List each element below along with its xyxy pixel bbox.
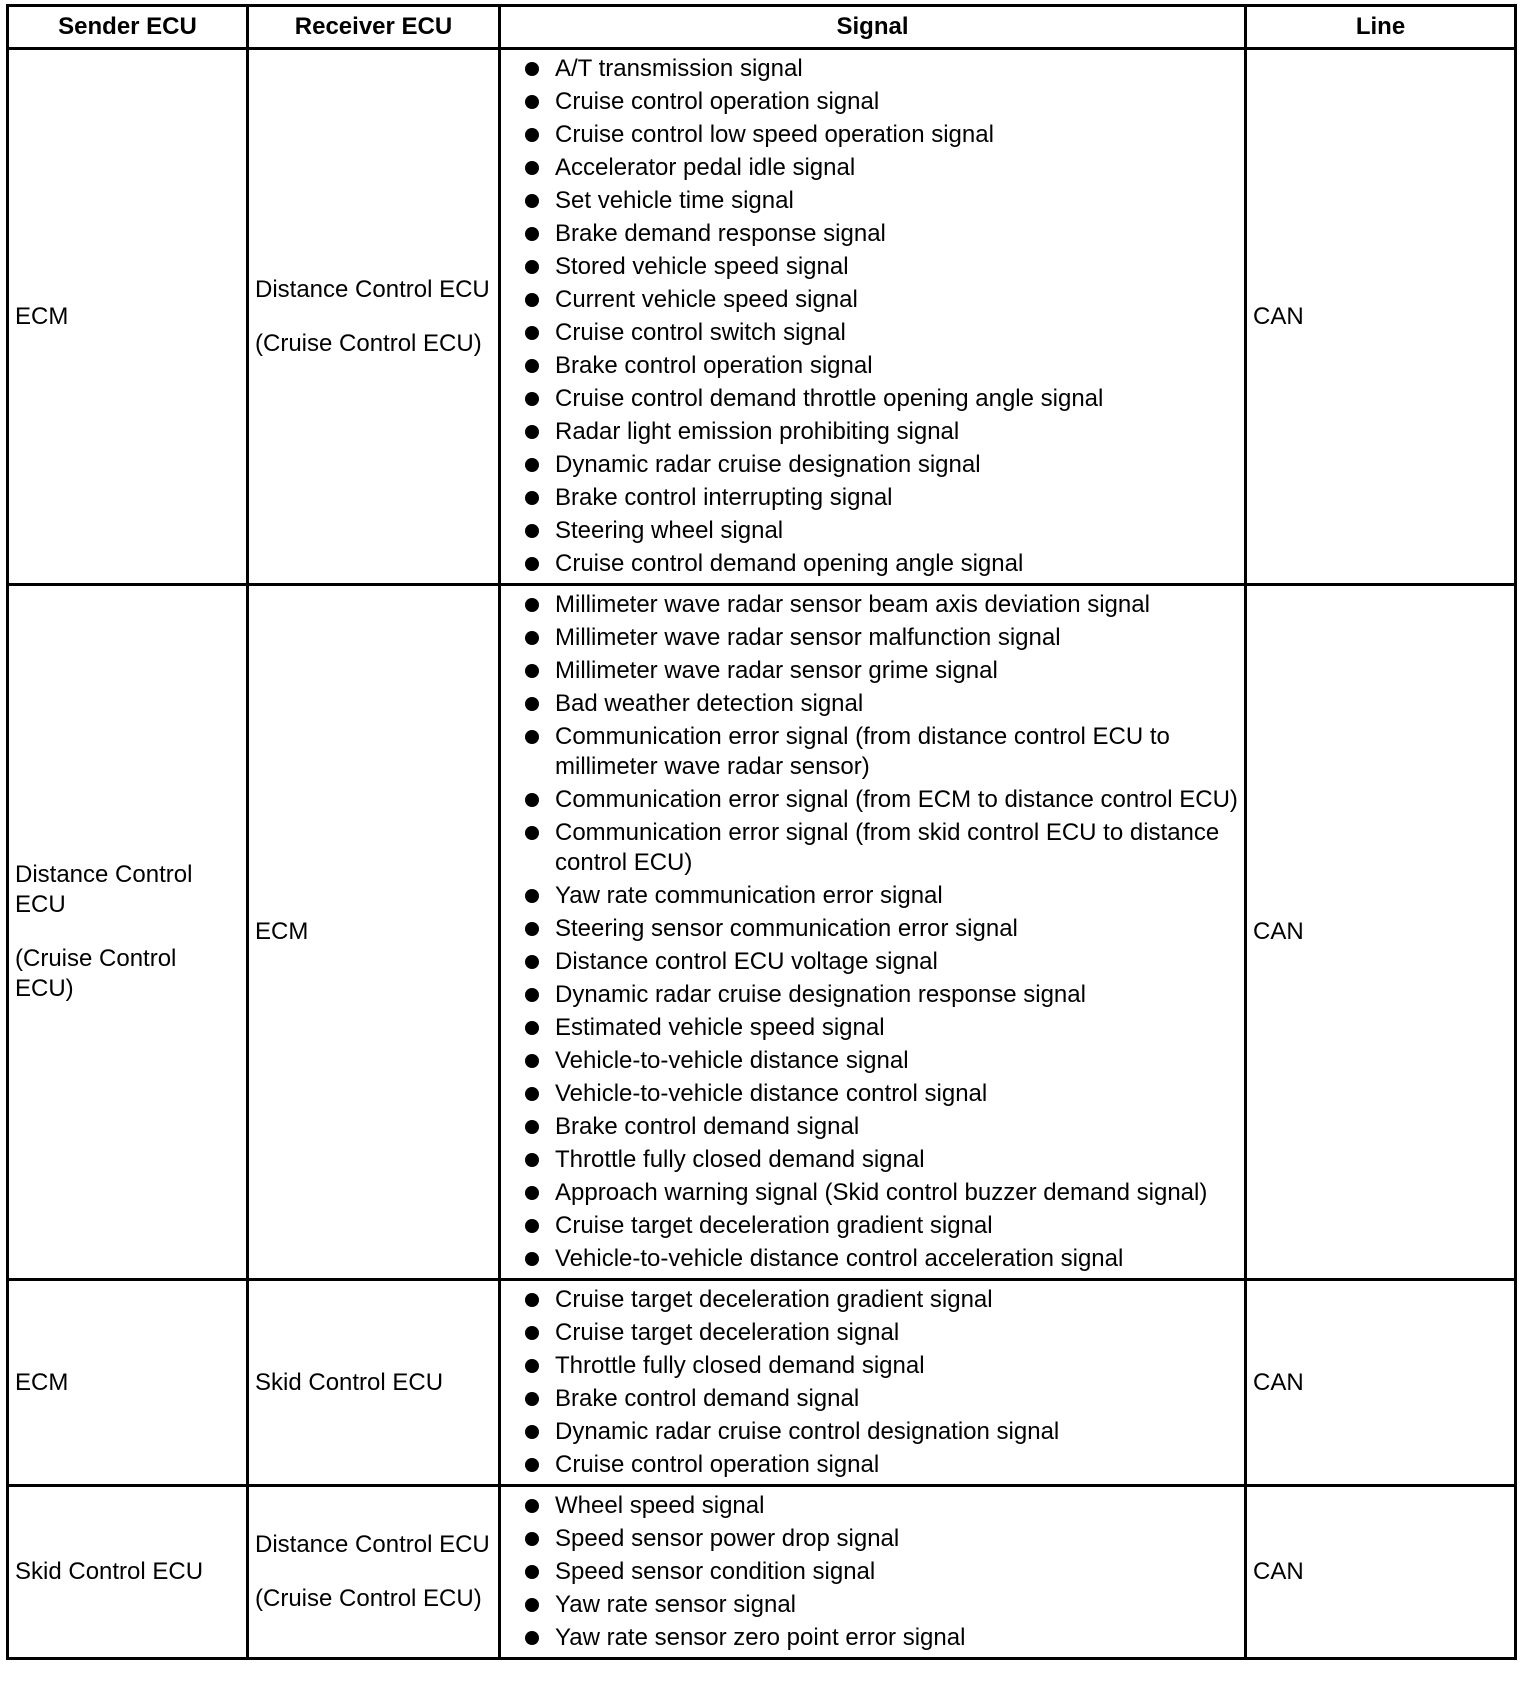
bullet-icon — [525, 826, 539, 840]
signal-item — [525, 1623, 1238, 1653]
signal-item — [525, 384, 1238, 414]
bullet-icon — [525, 1326, 539, 1340]
signal-item — [525, 914, 1238, 944]
signal-text: Communication error signal (from skid control ECU to distance control ECU) — [555, 819, 1220, 876]
bullet-icon — [525, 988, 539, 1002]
bullet-icon — [525, 1499, 539, 1513]
bullet-icon — [525, 1021, 539, 1035]
sender-cell — [8, 1486, 248, 1659]
signal-text: Vehicle-to-vehicle distance signal — [555, 1047, 909, 1074]
bullet-icon — [525, 425, 539, 439]
signal-item — [525, 1178, 1238, 1208]
signal-item — [525, 980, 1238, 1010]
header-sender-ecu: Sender ECU — [8, 6, 248, 49]
ecu-signal-table — [6, 4, 1517, 1660]
signal-item — [525, 120, 1238, 150]
signal-item — [525, 590, 1238, 620]
signal-item — [525, 1318, 1238, 1348]
signal-text: Steering sensor communication error signal — [555, 915, 1018, 942]
signal-text: Radar light emission prohibiting signal — [555, 418, 960, 445]
bullet-icon — [525, 557, 539, 571]
signal-cell — [500, 1486, 1246, 1659]
signal-item — [525, 351, 1238, 381]
line-value: CAN — [1253, 1558, 1304, 1585]
bullet-icon — [525, 392, 539, 406]
signal-item — [525, 219, 1238, 249]
signal-item — [525, 1211, 1238, 1241]
signal-item — [525, 483, 1238, 513]
signal-text: Vehicle-to-vehicle distance control acceleration signal — [555, 1245, 1124, 1272]
bullet-icon — [525, 293, 539, 307]
signal-item — [525, 516, 1238, 546]
signal-text: Yaw rate sensor signal — [555, 1591, 797, 1618]
line-cell — [1246, 585, 1516, 1280]
signal-text: Brake control interrupting signal — [555, 484, 893, 511]
signal-text: Estimated vehicle speed signal — [555, 1014, 885, 1041]
signal-text: Communication error signal (from distance control ECU to millimeter wave radar sensor) — [555, 723, 1170, 780]
signal-item — [525, 252, 1238, 282]
sender-name: Skid Control ECU — [15, 1558, 204, 1585]
bullet-icon — [525, 1153, 539, 1167]
line-cell — [1246, 49, 1516, 585]
receiver-cell — [248, 585, 500, 1280]
signal-text: Dynamic radar cruise designation response signal — [555, 981, 1086, 1008]
signal-text: Cruise control demand throttle opening angle signal — [555, 385, 1104, 412]
signal-item — [525, 1417, 1238, 1447]
signal-item — [525, 1491, 1238, 1521]
signal-item — [525, 1351, 1238, 1381]
header-receiver-ecu: Receiver ECU — [248, 6, 500, 49]
signal-text: Yaw rate communication error signal — [555, 882, 943, 909]
bullet-icon — [525, 194, 539, 208]
bullet-icon — [525, 1054, 539, 1068]
signal-text: Brake demand response signal — [555, 220, 886, 247]
signal-item — [525, 818, 1238, 878]
bullet-icon — [525, 1631, 539, 1645]
signal-text: Approach warning signal (Skid control buzzer demand signal) — [555, 1179, 1208, 1206]
signal-text: Stored vehicle speed signal — [555, 253, 849, 280]
signal-item — [525, 1557, 1238, 1587]
bullet-icon — [525, 1532, 539, 1546]
receiver-note: (Cruise Control ECU) — [255, 329, 482, 357]
bullet-icon — [525, 95, 539, 109]
line-value: CAN — [1253, 302, 1304, 330]
signal-text: Cruise control low speed operation signal — [555, 121, 994, 148]
bullet-icon — [525, 524, 539, 538]
signal-item — [525, 417, 1238, 447]
signal-text: Dynamic radar cruise designation signal — [555, 451, 981, 478]
bullet-icon — [525, 62, 539, 76]
signal-item — [525, 881, 1238, 911]
signal-cell — [500, 1280, 1246, 1486]
sender-name: ECM — [15, 302, 69, 330]
signal-text: Cruise control operation signal — [555, 88, 880, 115]
signal-item — [525, 1112, 1238, 1142]
receiver-cell — [248, 1280, 500, 1486]
signal-item — [525, 87, 1238, 117]
signal-item — [525, 1450, 1238, 1480]
signal-text: Dynamic radar cruise control designation signal — [555, 1418, 1060, 1445]
bullet-icon — [525, 955, 539, 969]
bullet-icon — [525, 1186, 539, 1200]
signal-item — [525, 1524, 1238, 1554]
signal-item — [525, 54, 1238, 84]
bullet-icon — [525, 631, 539, 645]
bullet-icon — [525, 730, 539, 744]
bullet-icon — [525, 1392, 539, 1406]
signal-item — [525, 1046, 1238, 1076]
bullet-icon — [525, 359, 539, 373]
bullet-icon — [525, 697, 539, 711]
bullet-icon — [525, 1458, 539, 1472]
signal-item — [525, 285, 1238, 315]
signal-text: Millimeter wave radar sensor beam axis deviation signal — [555, 591, 1150, 618]
bullet-icon — [525, 1087, 539, 1101]
signal-item — [525, 1285, 1238, 1315]
signal-item — [525, 1013, 1238, 1043]
sender-cell — [8, 49, 248, 585]
signal-text: Yaw rate sensor zero point error signal — [555, 1624, 966, 1651]
bullet-icon — [525, 598, 539, 612]
signal-item — [525, 450, 1238, 480]
signal-item — [525, 1145, 1238, 1175]
signal-cell — [500, 49, 1246, 585]
receiver-name: Skid Control ECU — [255, 1368, 444, 1396]
bullet-icon — [525, 1120, 539, 1134]
line-cell — [1246, 1280, 1516, 1486]
receiver-note: (Cruise Control ECU) — [255, 1585, 482, 1612]
signal-text: Bad weather detection signal — [555, 690, 864, 717]
receiver-cell — [248, 1486, 500, 1659]
signal-item — [525, 1590, 1238, 1620]
receiver-name: ECM — [255, 918, 309, 945]
bullet-icon — [525, 491, 539, 505]
signal-text: Speed sensor power drop signal — [555, 1525, 900, 1552]
line-value: CAN — [1253, 1368, 1304, 1396]
signal-text: Cruise target deceleration gradient signal — [555, 1286, 993, 1313]
signal-text: Speed sensor condition signal — [555, 1558, 876, 1585]
sender-note: (Cruise Control ECU) — [15, 945, 177, 1002]
signal-text: Brake control demand signal — [555, 1385, 860, 1412]
bullet-icon — [525, 1359, 539, 1373]
sender-name: Distance Control ECU — [15, 861, 193, 918]
signal-text: Steering wheel signal — [555, 517, 784, 544]
bullet-icon — [525, 260, 539, 274]
signal-text: Vehicle-to-vehicle distance control signal — [555, 1080, 988, 1107]
signal-text: Cruise target deceleration gradient signal — [555, 1212, 993, 1239]
bullet-icon — [525, 1425, 539, 1439]
signal-text: A/T transmission signal — [555, 55, 803, 82]
bullet-icon — [525, 161, 539, 175]
signal-text: Wheel speed signal — [555, 1492, 765, 1519]
signal-text: Cruise control demand opening angle signal — [555, 550, 1024, 577]
signal-text: Throttle fully closed demand signal — [555, 1146, 925, 1173]
signal-text: Communication error signal (from ECM to distance control ECU) — [555, 786, 1238, 813]
signal-item — [525, 1384, 1238, 1414]
signal-text: Throttle fully closed demand signal — [555, 1352, 925, 1379]
table-body — [8, 49, 1516, 1659]
signal-text: Cruise control operation signal — [555, 1451, 880, 1478]
header-row — [8, 6, 1516, 49]
signal-item — [525, 549, 1238, 579]
signal-text: Distance control ECU voltage signal — [555, 948, 938, 975]
signal-text: Cruise target deceleration signal — [555, 1319, 900, 1346]
signal-text: Brake control operation signal — [555, 352, 873, 379]
sender-name: ECM — [15, 1368, 69, 1396]
signal-item — [525, 722, 1238, 782]
line-value: CAN — [1253, 918, 1304, 945]
receiver-cell — [248, 49, 500, 585]
signal-list — [525, 1491, 1238, 1653]
receiver-name: Distance Control ECU — [255, 1531, 490, 1558]
bullet-icon — [525, 664, 539, 678]
signal-text: Accelerator pedal idle signal — [555, 154, 856, 181]
signal-item — [525, 947, 1238, 977]
bullet-icon — [525, 326, 539, 340]
signal-text: Cruise control switch signal — [555, 319, 846, 346]
signal-list — [525, 54, 1238, 579]
signal-item — [525, 186, 1238, 216]
bullet-icon — [525, 128, 539, 142]
signal-text: Millimeter wave radar sensor grime signal — [555, 657, 998, 684]
line-cell — [1246, 1486, 1516, 1659]
sender-cell — [8, 1280, 248, 1486]
table-row — [8, 1486, 1516, 1659]
header-signal: Signal — [500, 6, 1246, 49]
signal-item — [525, 1079, 1238, 1109]
bullet-icon — [525, 1219, 539, 1233]
header-line: Line — [1246, 6, 1516, 49]
signal-text: Brake control demand signal — [555, 1113, 860, 1140]
signal-list — [525, 1285, 1238, 1480]
bullet-icon — [525, 1565, 539, 1579]
signal-list — [525, 590, 1238, 1274]
bullet-icon — [525, 227, 539, 241]
signal-item — [525, 623, 1238, 653]
bullet-icon — [525, 1252, 539, 1266]
table-row — [8, 49, 1516, 585]
signal-item — [525, 785, 1238, 815]
bullet-icon — [525, 1293, 539, 1307]
signal-item — [525, 153, 1238, 183]
bullet-icon — [525, 1598, 539, 1612]
table-row — [8, 1280, 1516, 1486]
bullet-icon — [525, 922, 539, 936]
signal-item — [525, 656, 1238, 686]
bullet-icon — [525, 889, 539, 903]
bullet-icon — [525, 793, 539, 807]
signal-text: Set vehicle time signal — [555, 187, 794, 214]
signal-item — [525, 689, 1238, 719]
signal-item — [525, 318, 1238, 348]
signal-cell — [500, 585, 1246, 1280]
bullet-icon — [525, 458, 539, 472]
signal-item — [525, 1244, 1238, 1274]
signal-text: Current vehicle speed signal — [555, 286, 858, 313]
table-row — [8, 585, 1516, 1280]
signal-text: Millimeter wave radar sensor malfunction signal — [555, 624, 1061, 651]
receiver-name: Distance Control ECU — [255, 275, 490, 303]
sender-cell — [8, 585, 248, 1280]
